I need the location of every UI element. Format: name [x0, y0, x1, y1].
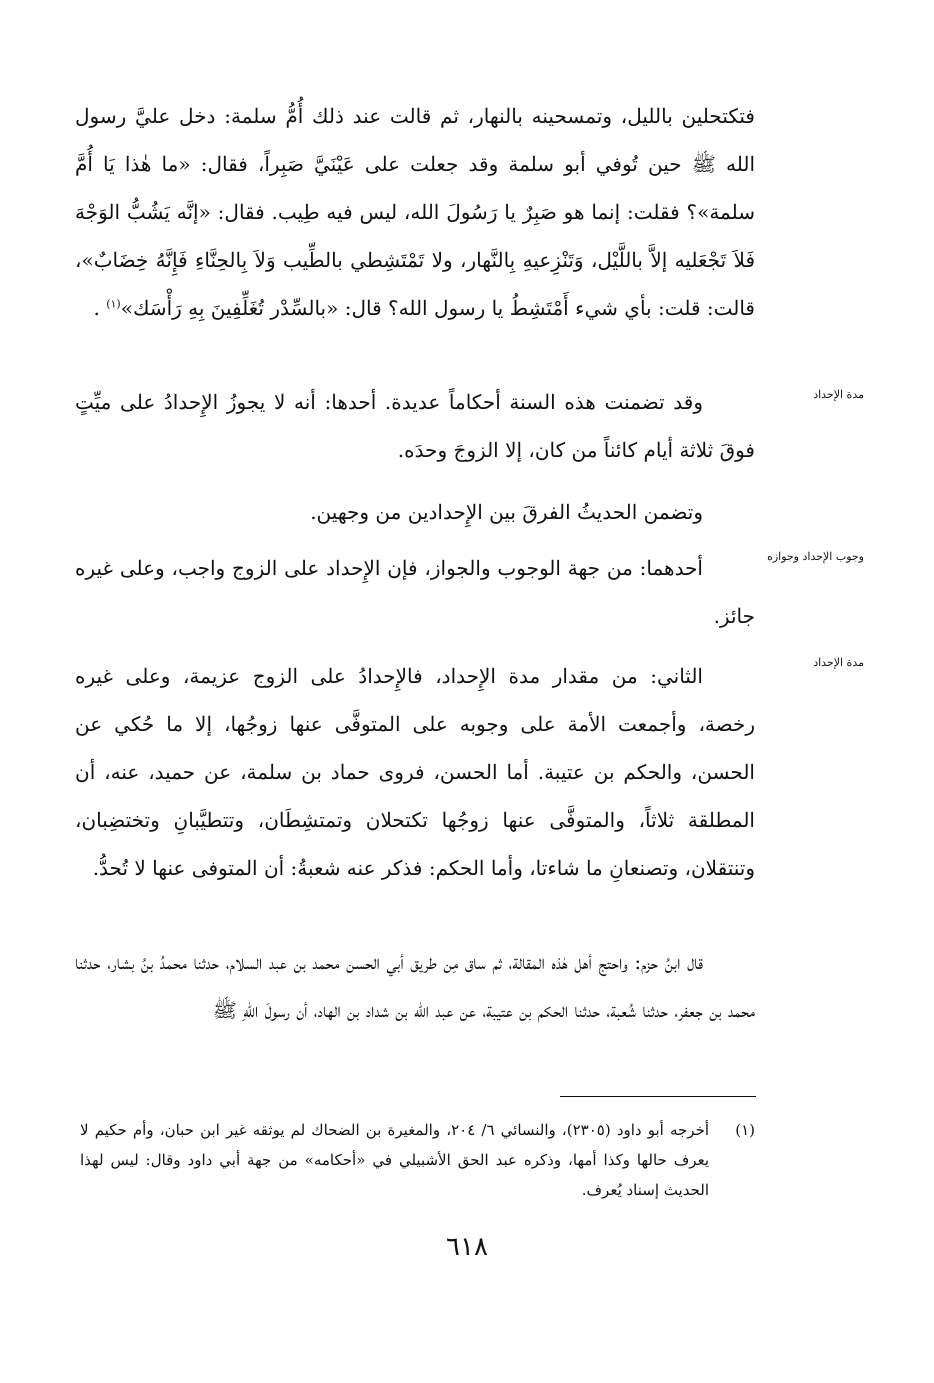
page-number: ٦١٨ — [446, 1232, 488, 1262]
side-note-mourning-duration: مدة الإحداد — [813, 388, 864, 401]
paragraph-hadith: فتكتحلين بالليل، وتمسحينه بالنهار، ثم قالت عند ذلك أُمُّ سلمة: دخل عليَّ رسول الله ﷺ حين تُوفي أبو سلمة وقد جعلت على عَيْنَيَّ صَبِراً، فقال: «ما هٰذا يَا أُمَّ سلمة»؟ فقلت: إنما هو صَبِرٌ يا رَسُولَ الله، ليس فيه طِيب. فقال: «إنَّه يَشُبُّ الوَجْهَ فَلاَ تَجْعَليه إلاَّ باللَّيْل، وَتَنْزِعيهِ بِالنَّهار، ولا تَمْتَشِطي بالطِّيب وَلاَ بِالحِنَّاءِ فَإِنَّهُ خِضَابٌ»، قالت: قلت: بأي شيء أَمْتَشِطُ يا رسول الله؟ قال: «بالسِّدْر تُغَلِّفِينَ بِهِ رَأْسَك»$^{(١)}$ . — [75, 104, 755, 320]
side-note-obligation: وجوب الإحداد وجوازه — [767, 550, 864, 563]
footnote-reference: (١) — [106, 297, 121, 311]
paragraph-rulings: وقد تضمنت هذه السنة أحكاماً عديدة. أحدها: أنه لا يجوزُ الإِحدادُ على ميِّتٍ فوقَ ثلاثة أيام كائناً من كان، إلا الزوجَ وحدَه. — [75, 390, 755, 462]
footnote-text: أخرجه أبو داود (٢٣٠٥)، والنسائي ٦/ ٢٠٤، والمغيرة بن الضحاك لم يوثقه غير ابن حبان، وأم حكيم لا يعرف حالها وكذا أمها، وذكره عبد الحق الأشبيلي في «أحكامه» من جهة أبي داود وقال: ليس لهذا الحديث إسناد يُعرف. — [80, 1121, 710, 1199]
paragraph-second-aspect: الثاني: من مقدار مدة الإِحداد، فالإِحدادُ على الزوج عزيمة، وعلى غيره رخصة، وأجمعت الأمة على وجوبه على المتوفَّى عنها زوجُها، إلا ما حُكي عن الحسن، والحكم بن عتيبة. أما الحسن، فروى حماد بن سلمة، عن حميد، عنه، أن المطلقة ثلاثاً، والمتوفَّى عنها زوجُها تكتحلان وتمتشِطَان، وتتطيَّبانِ وتختضِبان، وتنتقلان، وتصنعانِ ما شاءتا، وأما الحكم: فذكر عنه شعبةُ: أن المتوفى عنها لا تُحدُّ. — [75, 664, 755, 880]
paragraph-difference: وتضمن الحديثُ الفرقَ بين الإِحدادين من وجهين. — [310, 500, 703, 524]
footnote-number: (١) — [735, 1121, 755, 1139]
paragraph-text: فتكتحلين بالليل، وتمسحينه بالنهار، ثم قالت عند ذلك أُمُّ سلمة: دخل عليَّ رسول الله ﷺ حين تُوفي أبو سلمة وقد جعلت على عَيْنَيَّ صَبِراً، فقال: «ما هٰذا يَا أُمَّ سلمة»؟ فقلت: إنما هو صَبِرٌ يا رَسُولَ الله، ليس فيه طِيب. فقال: «إنَّه يَشُبُّ الوَجْهَ فَلاَ تَجْعَليه إلاَّ باللَّيْل، وَتَنْزِعيهِ بِالنَّهار، ولا تَمْتَشِطي بالطِّيب وَلاَ بِالحِنَّاءِ فَإِنَّهُ خِضَابٌ»، قالت: قلت: بأي شيء أَمْتَشِطُ يا رسول الله؟ قال: «بالسِّدْر تُغَلِّفِينَ بِهِ رَأْسَك» — [75, 104, 755, 320]
footnote — [80, 1115, 755, 1205]
footnote-divider — [560, 1096, 756, 1097]
side-note-mourning-duration-2: مدة الإحداد — [813, 656, 864, 669]
paragraph-first-aspect: أحدهما: من جهة الوجوب والجواز، فإن الإِحداد على الزوج واجب، وعلى غيره جائز. — [75, 556, 755, 628]
paragraph-ibn-hazm: قال ابنُ حزم: واحتج أهل هٰذه المقالة، ثم ساق مِن طريق أبي الحسن محمد بن عبد السلام، حدثنا محمدُ بنُ بشار، حدثنا محمد بن جعفر، حدثنا شُعبة، حدثنا الحكم بن عتيبة، عن عبد الله بن شداد بن الهاد، أن رسولَ اللهِ ﷺ — [75, 950, 755, 1022]
